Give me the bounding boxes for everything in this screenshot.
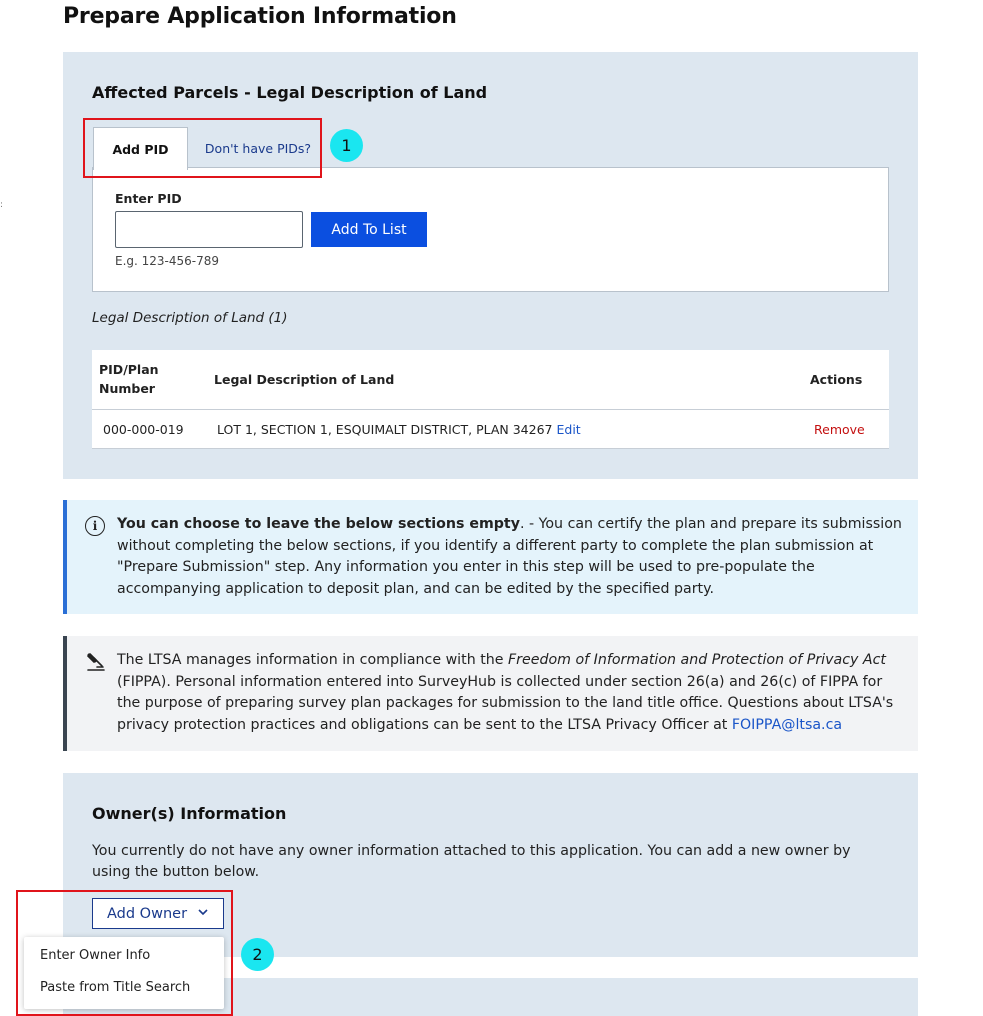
privacy-text: [117, 650, 902, 736]
affected-parcels-panel: [63, 52, 918, 479]
tab-no-pids[interactable]: Don't have PIDs?: [204, 140, 312, 156]
edit-link[interactable]: Edit: [556, 422, 581, 437]
menu-item-paste-title-search[interactable]: Paste from Title Search: [40, 980, 191, 995]
owners-panel: [63, 773, 918, 957]
legal-description-table: [92, 350, 889, 449]
info-body-text: . - You can certify the plan and prepare its submission without completing the below sections, if you identify a different party to complete the plan submission at "Prepare Submission" step. Any information you enter in this step will be used to pre-populate the accompanying application to deposit plan, and can be edited by the specified party.: [117, 516, 902, 597]
legal-description-count: Legal Description of Land (1): [92, 310, 288, 326]
table-row: [92, 410, 889, 449]
row-legal-description: LOT 1, SECTION 1, ESQUIMALT DISTRICT, PLAN 34267: [217, 422, 553, 437]
add-owner-button[interactable]: [92, 898, 224, 929]
owners-description: You currently do not have any owner information attached to this application. You can add a new owner by using the button below.: [92, 843, 851, 880]
add-owner-menu: [24, 937, 224, 1009]
privacy-notice: [63, 636, 918, 751]
info-icon: i: [85, 516, 105, 536]
menu-item-enter-owner-info[interactable]: Enter Owner Info: [40, 948, 151, 963]
edge-mark: :: [0, 200, 4, 210]
remove-link[interactable]: Remove: [814, 422, 865, 437]
enter-pid-label: Enter PID: [115, 191, 182, 206]
page-title: Prepare Application Information: [63, 4, 457, 29]
privacy-text-part-2: (FIPPA). Personal information entered into SurveyHub is collected under section 26(a) and 26(c) of FIPPA for the purpose of preparing survey plan packages for submission to the land title office. Questions about LTSA's privacy protection practices and obligations can be sent to the LTSA Privacy Officer at: [117, 673, 894, 733]
tab-add-pid[interactable]: Add PID: [93, 127, 188, 170]
info-text: [117, 514, 902, 600]
row-legal-cell: [217, 422, 581, 437]
add-pid-form: [92, 167, 889, 292]
chevron-down-icon: [198, 907, 208, 917]
column-header-actions: Actions: [810, 372, 863, 387]
privacy-text-part-1: The LTSA manages information in compliance with the: [117, 652, 508, 668]
pid-hint: E.g. 123-456-789: [115, 254, 220, 268]
add-to-list-button[interactable]: Add To List: [311, 212, 427, 247]
owners-heading: Owner(s) Information: [92, 804, 287, 823]
row-pid: 000-000-019: [103, 422, 184, 437]
pid-input[interactable]: [115, 211, 303, 248]
parcels-heading: Affected Parcels - Legal Description of Land: [92, 83, 488, 102]
info-notice: [63, 500, 918, 614]
gavel-icon: [85, 651, 107, 673]
add-owner-label: Add Owner: [107, 905, 188, 922]
step-badge-2: 2: [241, 938, 274, 971]
step-badge-1: 1: [330, 129, 363, 162]
table-header: [92, 350, 889, 410]
privacy-act-name: Freedom of Information and Protection of Privacy Act: [508, 652, 886, 668]
column-header-legal: Legal Description of Land: [214, 372, 395, 387]
info-bold-text: You can choose to leave the below sections empty: [117, 516, 520, 532]
column-header-pid: PID/Plan Number: [99, 362, 159, 396]
privacy-email-link[interactable]: FOIPPA@ltsa.ca: [731, 716, 843, 733]
